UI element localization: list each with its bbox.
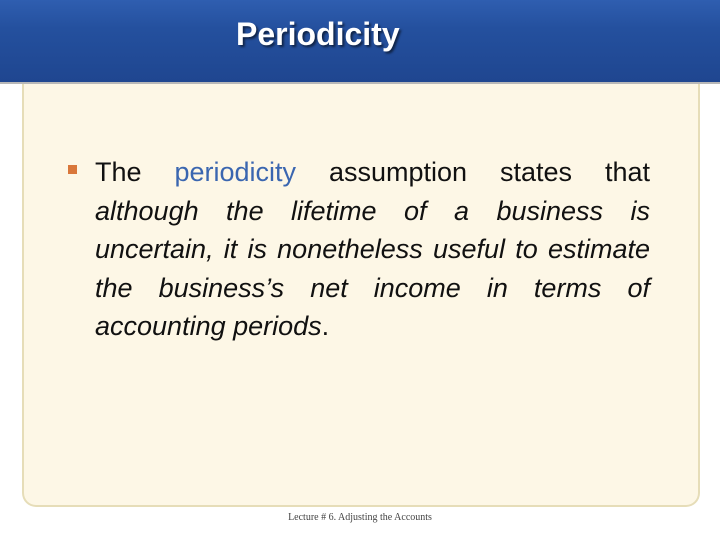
bullet-end: . xyxy=(321,311,330,341)
bullet-square-icon xyxy=(68,165,77,174)
slide-footer: Lecture # 6. Adjusting the Accounts xyxy=(288,512,432,523)
title-bar xyxy=(0,0,720,84)
bullet-keyword: periodicity xyxy=(174,157,297,187)
bullet-italic: although the lifetime of a business is uncertain, it is nonetheless useful to estimate the business’s net income in terms of accounting periods xyxy=(95,195,650,341)
slide-title: Periodicity xyxy=(236,16,400,52)
bullet-paragraph xyxy=(95,153,650,346)
bullet-rest: assumption states that xyxy=(296,157,650,187)
bullet-lead: The xyxy=(95,157,175,187)
